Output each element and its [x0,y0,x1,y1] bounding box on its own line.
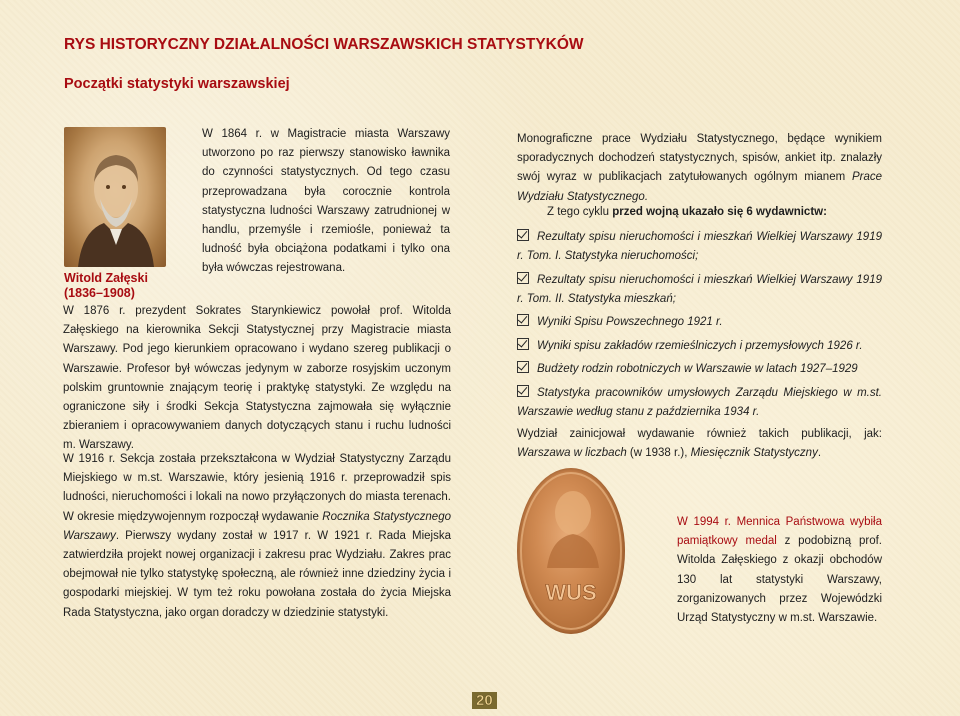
rocznik-title: Rocznika Statystycznego Warszawy [63,510,451,542]
list-item [517,384,882,422]
warszawa-w-liczbach-title: Warszawa w liczbach [517,447,627,460]
list-item [517,360,882,379]
publication-title: Statystyka pracowników umysłowych Zarządu Miejskiego w m.st. Warszawie według stanu z października 1934 r. [517,386,882,418]
portrait-name: Witold Załęski [64,271,148,285]
cycle-bold-text: przed wojną ukazało się 6 wydawnictw: [612,206,827,218]
medal-illustration [517,468,625,634]
cycle-text: Z tego cyklu [547,206,613,218]
portrait-image [64,127,166,267]
paragraph-cycle [547,206,827,218]
list-item [517,313,882,332]
medal-wus-text: WUS [545,580,597,605]
checkbox-icon [517,361,529,373]
wydzial-text-a: Wydział zainicjował wydawanie również takich publikacji, jak: [517,428,882,440]
list-item [517,271,882,309]
medal-image [517,468,625,634]
portrait-caption [64,271,148,301]
medal-text-b: z podobizną prof. Witolda Załęskiego z okazji obchodów 130 lat statystyki Warszawy, zorganizowanych przez Wojewódzki Urząd Statystyczny w m.st. Warszawie. [677,535,882,625]
publication-list [517,228,882,426]
publication-title: Rezultaty spisu nieruchomości i mieszkań Wielkiej Warszawy 1919 r. Tom. I. Statystyka nieruchomości; [517,231,882,262]
checkbox-icon [517,272,529,284]
publication-title: Rezultaty spisu nieruchomości i mieszkań Wielkiej Warszawy 1919 r. Tom. II. Statystyka mieszkań; [517,273,882,305]
paragraph-1916-text-a: W 1916 r. Sekcja została przekształcona w Wydział Statystyczny Zarządu Miejskiego w m.st. Warszawie, który jesienią 1916 r. przeprowadził spis ludności, nieruchomości i lokali na nowo przyłączonych do miasta terenach. W okresie międzywojennym rozpoczął wydawanie [63,453,451,523]
wydzial-text-b: (w 1938 r.), [626,447,691,460]
wydzial-text-c: . [817,447,822,460]
checkbox-icon [517,314,529,326]
list-item [517,228,882,266]
page-title: RYS HISTORYCZNY DZIAŁALNOŚCI WARSZAWSKICH STATYSTYKÓW [64,36,584,53]
paragraph-medal [677,513,882,628]
checkbox-icon [517,229,529,241]
paragraph-wydzial [517,425,882,463]
paragraph-1916-text-b: . Pierwszy wydany został w 1917 r. W 1921 r. Rada Miejska zatwierdziła projekt nowej organizacji i zakresu prac Wydziału. Zakres prac obejmował nie tylko statystykę społeczną, ale również inne dziedziny życia i gospodarki miejskiej. W tym też roku powołana została do życia Miejska Rada Statystyczna, jako organ doradczy w dziedzinie statystyki. [63,529,451,619]
section-title: Początki statystyki warszawskiej [64,76,290,92]
miesiecznik-title: Miesięcznik Statystyczny [690,447,818,460]
medal-text-a: W 1994 r. Mennica Państwowa wybiła pamiątkowy medal [677,516,882,548]
prace-title: Prace Wydziału Statystycznego. [517,171,882,203]
paragraph-monografie [517,130,882,207]
paragraph-1876: W 1876 r. prezydent Sokrates Starynkiewicz powołał prof. Witolda Załęskiego na kierownika Sekcji Statystycznej przy Magistracie miasta Warszawy. Pod jego kierunkiem opracowano i wydano szereg publikacji o Warszawie. Profesor był wówczas jedynym w zaborze rosyjskim uczonym polskim gruntownie znającym teorię i praktykę statystyki. Ze względu na ograniczone siły i środki Sekcja Statystyczna zajmowała się wyłącznie zbieraniem i opracowywaniem danych dotyczących stanu i ruchu ludności m. Warszawy. [63,305,451,452]
portrait-years: (1836–1908) [64,286,135,300]
paragraph-1864: W 1864 r. w Magistracie miasta Warszawy utworzono po raz pierwszy stanowisko ławnika do czynności statystycznych. Od tego czasu przeprowadzana była corocznie kontrola statystyczna ludności Warszawy zatrudnionej w handlu, przemyśle i rzemiośle, ponieważ ta ludność była obciążona podatkami i tylko ona była wówczas rejestrowana. [202,128,450,275]
checkbox-icon [517,385,529,397]
publication-title: Wyniki Spisu Powszechnego 1921 r. [537,316,723,328]
monografie-text: Monograficzne prace Wydziału Statystycznego, będące wynikiem sporadycznych dochodzeń statystycznych, spisów, ankiet itp. znalazły swój wyraz w publikacjach zatytułowanych ogólnym mianem [517,133,882,184]
list-item [517,337,882,356]
publication-title: Budżety rodzin robotniczych w Warszawie w latach 1927–1929 [537,363,858,375]
portrait-illustration [64,127,166,267]
page-number: 20 [472,692,497,709]
paragraph-1916 [63,450,451,623]
publication-title: Wyniki spisu zakładów rzemieślniczych i przemysłowych 1926 r. [537,339,863,352]
checkbox-icon [517,338,529,350]
